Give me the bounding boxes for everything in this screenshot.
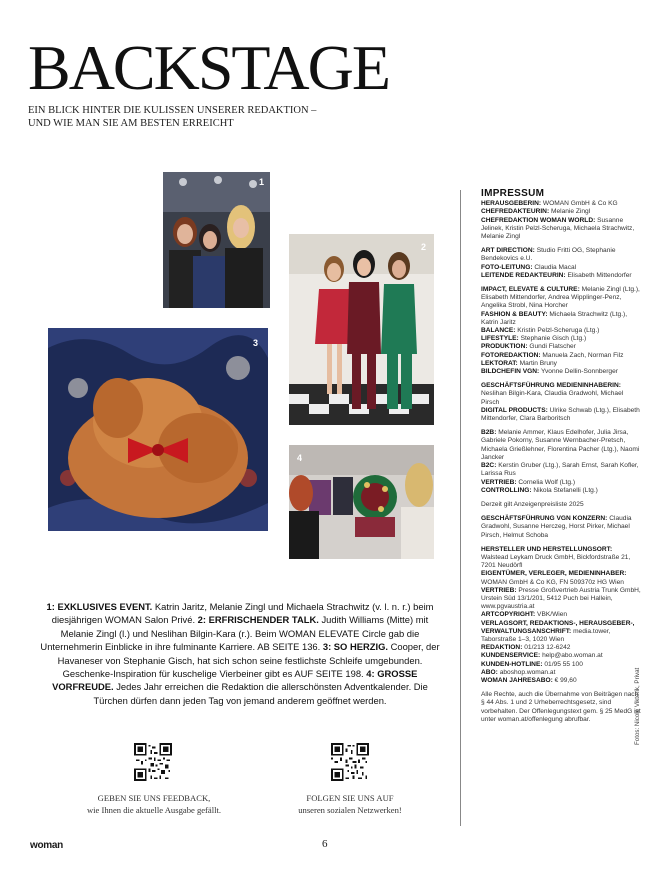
impressum-entry-label: REDAKTION: bbox=[481, 644, 523, 652]
photo-caption bbox=[40, 600, 440, 707]
impressum-entry-label: CHEFREDAKTEURIN: bbox=[481, 208, 550, 216]
impressum-entry-label: HERSTELLER UND HERSTELLUNGSORT: bbox=[481, 545, 613, 553]
impressum-entry-label: B2B: bbox=[481, 429, 497, 437]
feedback-qr-code[interactable] bbox=[134, 743, 172, 781]
impressum-entry-value: Melanie Zingl bbox=[549, 208, 591, 216]
impressum-entry bbox=[481, 286, 641, 311]
impressum-entry bbox=[481, 546, 641, 571]
impressum-entry-value: € 99,60 bbox=[552, 676, 577, 684]
impressum-block bbox=[481, 286, 641, 376]
subtitle-line-2: UND WIE MAN SIE AM BESTEN ERREICHT bbox=[28, 118, 234, 129]
impressum-entry-label: VERTRIEB: bbox=[481, 478, 517, 486]
impressum-entry-value: VBK/Wien bbox=[535, 611, 568, 619]
column-divider bbox=[460, 190, 461, 826]
impressum-entry-value: Presse Großvertrieb Austria Trunk GmbH, Urstein Süd 13/1/201, 5412 Puch bei Hallein, www.pgvaustria.at bbox=[481, 586, 641, 611]
impressum-entry bbox=[481, 335, 641, 343]
impressum-entry-value: Studio Fritti OG, Stephanie Bendekovics e.U. bbox=[481, 247, 616, 263]
page-number: 6 bbox=[322, 838, 328, 850]
photo-number: 2 bbox=[420, 242, 426, 252]
impressum-entry-value: Neslihan Bilgin-Kara, Claudia Gradwohl, Michael Pirsch bbox=[481, 390, 624, 406]
impressum-entry-label: KUNDENSERVICE: bbox=[481, 652, 541, 660]
impressum-entry bbox=[481, 407, 641, 423]
impressum-entry-value: Ulrike Schwab (Ltg.), Elisabeth Mittendorfer, Clara Barboritsch bbox=[481, 406, 640, 423]
caption-text-4: Jedes Jahr erreichen die Redaktion die allerschönsten Adventkalender. Die Türchen dürfen dann jeden Tag von jemand anderem geöffnet werden. bbox=[93, 681, 428, 706]
impressum-entry bbox=[481, 570, 641, 586]
social-line-2: unseren sozialen Netzwerken! bbox=[298, 805, 402, 815]
photo-number: 4 bbox=[297, 453, 303, 463]
feedback-line-2: wie Ihnen die aktuelle Ausgabe gefällt. bbox=[86, 805, 222, 815]
impressum bbox=[481, 190, 641, 730]
impressum-entry bbox=[481, 208, 641, 216]
impressum-entry-label: KUNDEN-HOTLINE: bbox=[481, 660, 543, 668]
impressum-entry bbox=[481, 644, 641, 652]
impressum-block bbox=[481, 247, 641, 280]
photo-number: 3 bbox=[252, 338, 258, 348]
impressum-entry-label: HERAUSGEBERIN: bbox=[481, 200, 542, 208]
impressum-entry bbox=[481, 264, 641, 272]
caption-heading-3: 3: SO HERZIG. bbox=[322, 641, 388, 653]
impressum-entry bbox=[481, 587, 641, 612]
impressum-entry bbox=[481, 611, 641, 619]
impressum-entry-value: aboshop.woman.at bbox=[497, 668, 556, 676]
impressum-entry bbox=[481, 360, 641, 368]
impressum-entry bbox=[481, 382, 641, 407]
impressum-entry-value: Martin Bruny bbox=[517, 359, 557, 367]
impressum-entry-label: PRODUKTION: bbox=[481, 343, 528, 351]
impressum-entry-value: 01/213 12-6242 bbox=[522, 644, 571, 652]
impressum-entry-value: Walstead Leykam Druck GmbH, Bickfordstraße 21, 7201 Neudörfl bbox=[481, 553, 631, 570]
impressum-entry bbox=[481, 352, 641, 360]
impressum-entry-label: DIGITAL PRODUCTS: bbox=[481, 406, 548, 414]
impressum-entry-value: Manuela Zach, Norman Filz bbox=[540, 351, 624, 359]
photo-2 bbox=[289, 234, 434, 425]
impressum-entry-value: Claudia Gradwohl, Susanne Herczeg, Horst Pirker, Michael Pirsch, Helmut Schoba bbox=[481, 515, 632, 539]
photo-1 bbox=[163, 172, 270, 308]
impressum-entry-value: Kristin Pelzl-Scheruga (Ltg.) bbox=[515, 327, 600, 335]
impressum-entry-value: Michaela Strachwitz (Ltg.), Katrin Jaritz bbox=[481, 310, 628, 326]
impressum-entry bbox=[481, 429, 641, 462]
impressum-entry bbox=[481, 669, 641, 677]
caption-heading-4: 4: GROSSE VORFREUDE. bbox=[52, 668, 418, 693]
page-title: BACKSTAGE bbox=[28, 32, 389, 103]
impressum-entry-value: WOMAN GmbH & Co KG bbox=[541, 200, 618, 208]
impressum-entry-value: Melanie Ammer, Klaus Edelhofer, Julia Jirsa, Gabriele Pokorny, Susanne Wernbacher-Pretsch, Michaela Grießlehner, Florentina Pacher (Ltg.), Naomi Jancker bbox=[481, 429, 640, 461]
impressum-entry bbox=[481, 311, 641, 327]
impressum-entry-label: IMPACT, ELEVATE & CULTURE: bbox=[481, 286, 580, 294]
impressum-entry-value: Claudia Macal bbox=[532, 263, 577, 271]
impressum-entry-value: 01/95 55 100 bbox=[542, 660, 583, 668]
caption-heading-2: 2: ERFRISCHENDER TALK. bbox=[197, 614, 319, 626]
photo-number: 1 bbox=[258, 177, 264, 187]
impressum-entry-label: CHEFREDAKTION WOMAN WORLD: bbox=[481, 216, 596, 224]
impressum-entry bbox=[481, 217, 641, 242]
social-qr-code[interactable] bbox=[331, 743, 369, 781]
impressum-entry-label: LEKTORAT: bbox=[481, 359, 518, 367]
impressum-entry bbox=[481, 368, 641, 376]
impressum-entry-value: help@abo.woman.at bbox=[540, 652, 603, 660]
impressum-entry-label: GESCHÄFTSFÜHRUNG VGN KONZERN: bbox=[481, 515, 608, 523]
impressum-heading: IMPRESSUM bbox=[481, 188, 545, 199]
impressum-entry-label: ART DIRECTION: bbox=[481, 247, 535, 255]
impressum-entry-value: Susanne Jelinek, Kristin Pelzl-Scheruga, Michaela Strachwitz, Melanie Zingl bbox=[481, 216, 635, 241]
impressum-entry-value: media.tower, Taborstraße 1–3, 1020 Wien bbox=[481, 627, 611, 643]
feedback-text bbox=[54, 792, 254, 816]
caption-text-1: Katrin Jaritz, Melanie Zingl und Michaela Strachwitz (v. l. n. r.) beim diesjährigen WOMAN Salon Privé. bbox=[51, 601, 434, 626]
impressum-block bbox=[481, 515, 641, 540]
impressum-block bbox=[481, 200, 641, 241]
impressum-entry-label: ARTCOPYRIGHT: bbox=[481, 611, 536, 619]
impressum-entry-value: Melanie Zingl (Ltg.), Elisabeth Mittendorfer, Andrea Wipplinger-Penz, Angelika Strobl, Nina Horcher bbox=[481, 286, 640, 310]
impressum-entry-label: FOTOREDAKTION: bbox=[481, 351, 541, 359]
impressum-preisliste: Derzeit gilt Anzeigenpreisliste 2025 bbox=[481, 500, 584, 508]
impressum-entry-label: ABO: bbox=[481, 668, 498, 676]
impressum-entry bbox=[481, 515, 641, 540]
impressum-entry-value: Yvonne Dellin-Sonnberger bbox=[539, 368, 618, 376]
impressum-entry-value: Gundi Flatscher bbox=[527, 343, 576, 351]
social-line-1: FOLGEN SIE UNS AUF bbox=[306, 793, 394, 803]
brand-logo: woman bbox=[30, 840, 63, 851]
impressum-entry-value: Nikola Stefanelli (Ltg.) bbox=[531, 486, 598, 494]
impressum-entry-label: FOTO-LEITUNG: bbox=[481, 263, 533, 271]
impressum-entry-value: WOMAN GmbH & Co KG, FN 509370z HG Wien bbox=[481, 578, 624, 586]
page-subtitle bbox=[28, 104, 388, 130]
impressum-entry-label: CONTROLLING: bbox=[481, 486, 532, 494]
impressum-block bbox=[481, 429, 641, 495]
impressum-entry bbox=[481, 247, 641, 263]
impressum-entry bbox=[481, 200, 641, 208]
impressum-entry bbox=[481, 272, 641, 280]
impressum-entry-label: VERLAGSORT, REDAKTIONS-, HERAUSGEBER-, VERWALTUNGSANSCHRIFT: bbox=[481, 619, 635, 635]
photo-credit: Fotos: Nicole Viktorik, Privat bbox=[634, 667, 641, 745]
subtitle-line-1: EIN BLICK HINTER DIE KULISSEN UNSERER REDAKTION – bbox=[28, 105, 317, 116]
impressum-legal: Alle Rechte, auch die Übernahme von Beiträgen nach § 44 Abs. 1 und 2 Urheberrechtsgesetz, sind vorbehalten. Der Offenlegungstext gem. § 25 MedG ist unter woman.at/offenlegung abrufbar. bbox=[481, 691, 641, 723]
impressum-entry bbox=[481, 487, 641, 495]
impressum-entry-value: Cornelia Wolf (Ltg.) bbox=[516, 478, 576, 486]
impressum-block bbox=[481, 546, 641, 685]
impressum-entry-value: Kerstin Gruber (Ltg.), Sarah Ernst, Sarah Kofler, Larissa Rus bbox=[481, 462, 639, 478]
impressum-entry-label: LEITENDE REDAKTEURIN: bbox=[481, 271, 566, 279]
impressum-entry bbox=[481, 661, 641, 669]
impressum-entry bbox=[481, 652, 641, 660]
impressum-entry-label: VERTRIEB: bbox=[481, 586, 517, 594]
impressum-entry bbox=[481, 462, 641, 478]
impressum-entry-label: EIGENTÜMER, VERLEGER, MEDIENINHABER: bbox=[481, 570, 627, 578]
impressum-entry-label: GESCHÄFTSFÜHRUNG MEDIENINHABERIN: bbox=[481, 382, 621, 390]
impressum-entry bbox=[481, 479, 641, 487]
impressum-entry bbox=[481, 327, 641, 335]
impressum-entry bbox=[481, 343, 641, 351]
impressum-entry-label: B2C: bbox=[481, 462, 497, 470]
feedback-line-1: GEBEN SIE UNS FEEDBACK, bbox=[97, 793, 211, 803]
photo-4 bbox=[289, 445, 434, 559]
impressum-entry-label: BILDCHEFIN VGN: bbox=[481, 368, 540, 376]
caption-heading-1: 1: EXKLUSIVES EVENT. bbox=[46, 601, 153, 612]
impressum-entry-label: LIFESTYLE: bbox=[481, 335, 519, 343]
impressum-entry-value: Stephanie Gisch (Ltg.) bbox=[518, 335, 587, 343]
photo-3 bbox=[48, 328, 268, 531]
impressum-entry-label: WOMAN JAHRESABO: bbox=[481, 676, 553, 684]
impressum-entry-label: FASHION & BEAUTY: bbox=[481, 310, 548, 318]
impressum-entry bbox=[481, 620, 641, 645]
impressum-entry-value: Elisabeth Mittendorfer bbox=[565, 271, 632, 279]
impressum-block bbox=[481, 382, 641, 423]
social-text bbox=[250, 792, 450, 816]
impressum-entry-label: BALANCE: bbox=[481, 327, 516, 335]
caption-text-3: Cooper, der Havaneser von Stephanie Gisch, hat sich schon seine festlichste Schleife umgebunden. Geschenke-Inspiration für kuschelige Vierbeiner gibt es AUF SEITE 198. bbox=[57, 641, 440, 680]
caption-text-2: Judith Williams (Mitte) mit Melanie Zingl (l.) und Neslihan Bilgin-Kara (r.). Beim WOMAN ELEVATE Circle gab die Unternehmerin Einblicke in ihre fulminante Karriere. AB SEITE 136. bbox=[40, 614, 429, 653]
impressum-entry bbox=[481, 677, 641, 685]
